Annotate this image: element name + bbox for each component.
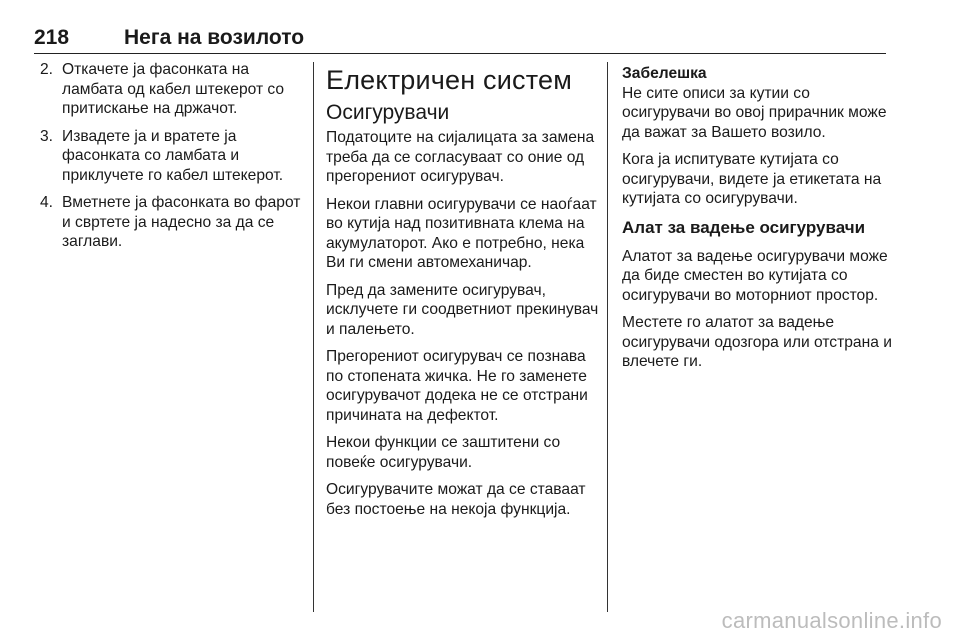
- step-number: 4.: [40, 194, 54, 211]
- note-text-2: Кога ја испитувате кутијата со осигурувачи, видете ја етикетата на кутијата со осигурувачи.: [622, 151, 882, 207]
- page-header: [34, 26, 886, 52]
- paragraph: Местете го алатот за вадење осигурувачи одозгора или отстрана и влечете ги.: [622, 314, 892, 370]
- page-number: 218: [34, 26, 70, 49]
- step-number: 3.: [40, 127, 54, 145]
- paragraph: Податоците на сијалицата за замена треба да се согласуваат со оние од прегорениот осигурувач.: [326, 129, 595, 185]
- section-title: Електричен систем: [326, 65, 572, 95]
- column-divider-1: [313, 62, 314, 612]
- note-heading: Забелешка: [622, 65, 707, 82]
- list-item: [40, 60, 302, 119]
- column-right: [622, 60, 902, 380]
- page-title: Нега на возилото: [124, 26, 305, 49]
- step-number: 2.: [40, 61, 54, 78]
- steps-list: [40, 60, 302, 252]
- paragraph: Некои главни осигурувачи се наоѓаат во кутија над позитивната клема на акумулаторот. Ако е потребно, нека Ви ги смени автомеханичар.: [326, 195, 597, 271]
- paragraph: Пред да замените осигурувач, исклучете ги соодветниот прекинувач и палењето.: [326, 281, 599, 338]
- note-box: [622, 64, 902, 209]
- step-text: Откачете ја фасонката на ламбата од кабел штекерот со притискање на држачот.: [62, 61, 285, 117]
- step-text: Извадете ја и вратете ја фасонката со ламбата и приклучете го кабел штекерот.: [62, 127, 284, 184]
- column-middle: [326, 60, 601, 527]
- paragraph: Некои функции се заштитени со повеќе осигурувачи.: [326, 434, 561, 471]
- subsection-title: Осигурувачи: [326, 101, 450, 124]
- header-rule: [34, 53, 886, 54]
- paragraph: Осигурувачите можат да се ставаат без постоење на некоја функција.: [326, 481, 586, 518]
- watermark: carmanualsonline.info: [721, 608, 942, 633]
- note-text: Не сите описи за кутии со осигурувачи во овој прирачник може да важат за Вашето возило.: [622, 84, 887, 141]
- paragraph: Алатот за вадење осигурувачи може да биде сместен во кутијата со осигурувачи во моторниот простор.: [622, 247, 888, 304]
- tool-heading: Алат за вадење осигурувачи: [622, 217, 866, 237]
- list-item: [40, 127, 302, 186]
- step-text: Вметнете ја фасонката во фарот и свртете ја надесно за да се заглави.: [62, 194, 301, 250]
- column-divider-2: [607, 62, 608, 612]
- column-left: [40, 60, 302, 260]
- paragraph: Прегорениот осигурувач се познава по стопената жичка. Не го заменете осигурувачот додека не се отстрани причината на дефектот.: [326, 348, 588, 424]
- list-item: [40, 193, 302, 252]
